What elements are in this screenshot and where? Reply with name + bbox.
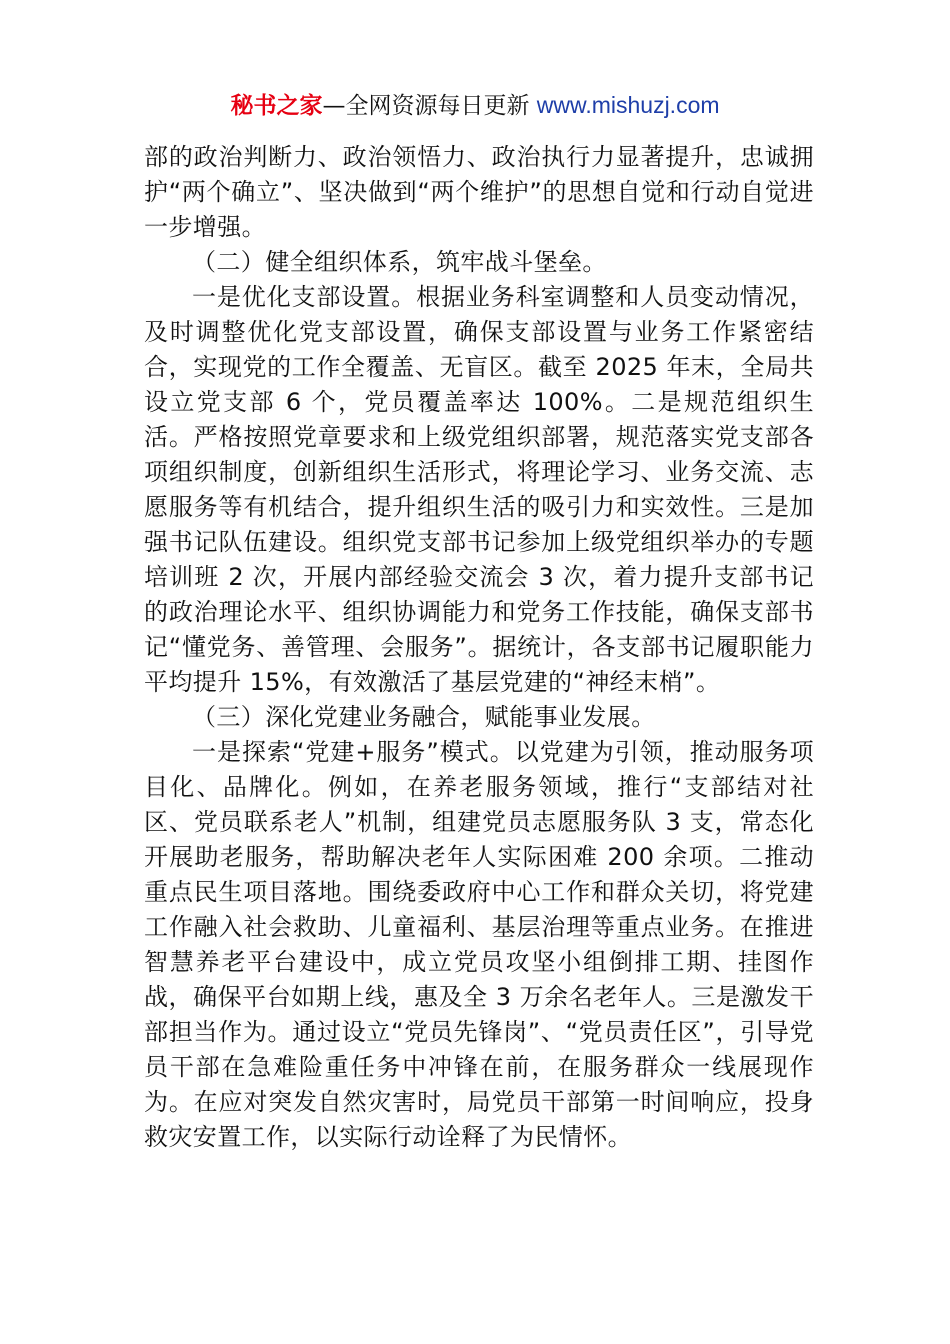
section-heading-2: （二）健全组织体系，筑牢战斗堡垒。: [192, 248, 607, 276]
document-body: [144, 140, 814, 1155]
section-heading-3: （三）深化党建业务融合，赋能事业发展。: [192, 703, 656, 731]
header-tagline: —全网资源每日更新: [322, 93, 530, 119]
page-header: [0, 88, 950, 123]
paragraph-continuation: 部的政治判断力、政治领悟力、政治执行力显著提升，忠诚拥护“两个确立”、坚决做到“两个维护”的思想自觉和行动自觉进一步增强。: [144, 143, 814, 241]
site-url[interactable]: www.mishuzj.com: [536, 92, 720, 118]
paragraph-integration: 一是探索“党建+服务”模式。以党建为引领，推动服务项目化、品牌化。例如，在养老服务领域，推行“支部结对社区、党员联系老人”机制，组建党员志愿服务队 3 支，常态化开展助老服务，帮助解决老年人实际困难 200 余项。二推动重点民生项目落地。围绕委政府中心工作和群众关切，将党建工作融入社会救助、儿童福利、基层治理等重点业务。在推进智慧养老平台建设中，成立党员攻坚小组倒排工期、挂图作战，确保平台如期上线，惠及全 3 万余名老年人。三是激发干部担当作为。通过设立“党员先锋岗”、“党员责任区”，引导党员干部在急难险重任务中冲锋在前，在服务群众一线展现作为。在应对突发自然灾害时，局党员干部第一时间响应，投身救灾安置工作，以实际行动诠释了为民情怀。: [144, 738, 814, 1151]
paragraph-organization: 一是优化支部设置。根据业务科室调整和人员变动情况，及时调整优化党支部设置，确保支部设置与业务工作紧密结合，实现党的工作全覆盖、无盲区。截至 2025 年末，全局共设立党支部 6 个，党员覆盖率达 100%。二是规范组织生活。严格按照党章要求和上级党组织部署，规范落实党支部各项组织制度，创新组织生活形式，将理论学习、业务交流、志愿服务等有机结合，提升组织生活的吸引力和实效性。三是加强书记队伍建设。组织党支部书记参加上级党组织举办的专题培训班 2 次，开展内部经验交流会 3 次，着力提升支部书记的政治理论水平、组织协调能力和党务工作技能，确保支部书记“懂党务、善管理、会服务”。据统计，各支部书记履职能力平均提升 15%，有效激活了基层党建的“神经末梢”。: [144, 283, 814, 696]
brand-name: 秘书之家: [230, 93, 323, 119]
